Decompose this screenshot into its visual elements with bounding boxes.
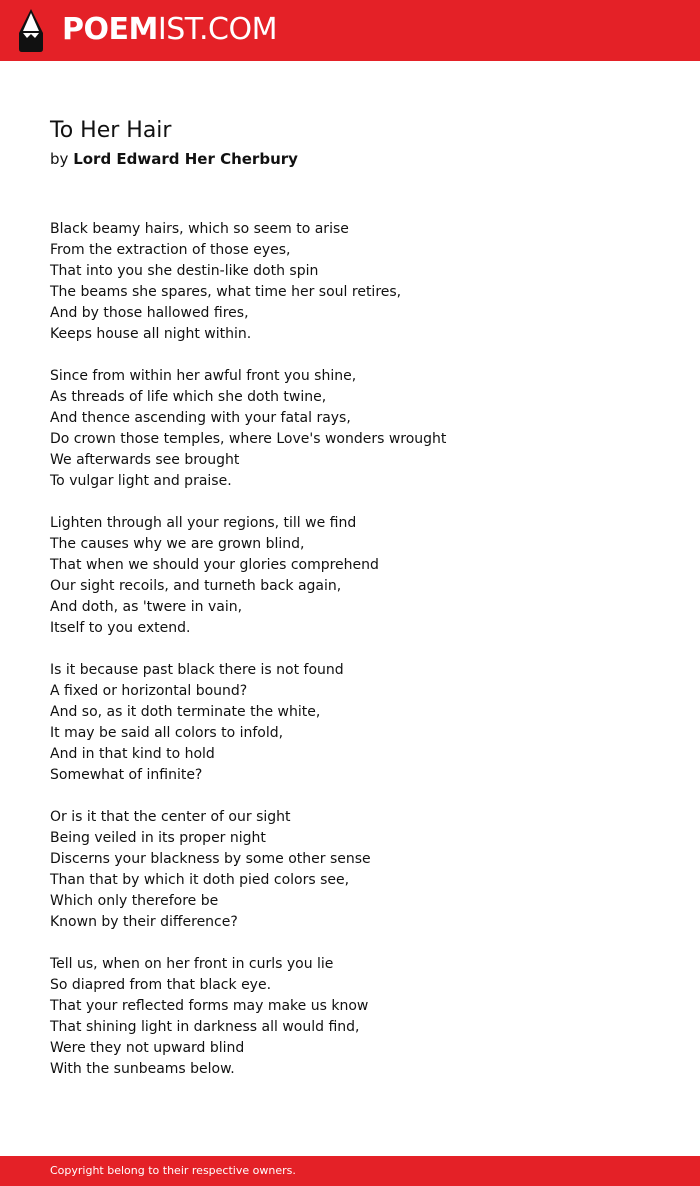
poem-stanza (50, 513, 670, 639)
brand-light: IST.COM (157, 12, 277, 47)
poem-line: That when we should your glories comprehend (50, 557, 379, 573)
poem-stanza (50, 807, 670, 933)
poem-line: Being veiled in its proper night (50, 830, 266, 846)
poem-line: That shining light in darkness all would find, (50, 1019, 360, 1035)
poem-line: And by those hallowed fires, (50, 305, 249, 321)
poem-line: The beams she spares, what time her soul retires, (50, 284, 402, 300)
poem-line: Were they not upward blind (50, 1040, 245, 1056)
poem-title: To Her Hair (50, 118, 172, 143)
poem-line: From the extraction of those eyes, (50, 242, 291, 258)
poem-body (50, 219, 670, 1101)
poem-line: And in that kind to hold (50, 746, 215, 762)
poem-line: We afterwards see brought (50, 452, 240, 468)
poem-line: That your reflected forms may make us know (50, 998, 369, 1014)
poem-line: Lighten through all your regions, till we find (50, 515, 357, 531)
poem-line: Our sight recoils, and turneth back again, (50, 578, 342, 594)
poem-line: Do crown those temples, where Love's wonders wrought (50, 431, 447, 447)
poem-line: To vulgar light and praise. (50, 473, 232, 489)
poem-line: That into you she destin-like doth spin (50, 263, 319, 279)
poem-line: Black beamy hairs, which so seem to arise (50, 221, 349, 237)
poem-stanza (50, 366, 670, 492)
poem-line: Tell us, when on her front in curls you lie (50, 956, 334, 972)
poem-line: The causes why we are grown blind, (50, 536, 305, 552)
poem-byline (50, 148, 298, 170)
site-footer (0, 1156, 700, 1186)
poem-line: Or is it that the center of our sight (50, 809, 291, 825)
poem-line: Itself to you extend. (50, 620, 191, 636)
by-label: by (50, 150, 69, 168)
poem-line: And so, as it doth terminate the white, (50, 704, 321, 720)
poem-stanza (50, 660, 670, 786)
poem-line: Since from within her awful front you shine, (50, 368, 357, 384)
poem-line: Is it because past black there is not found (50, 662, 344, 678)
poem-line: With the sunbeams below. (50, 1061, 235, 1077)
poem-line: Known by their difference? (50, 914, 238, 930)
poem-line: It may be said all colors to infold, (50, 725, 284, 741)
poem-line: Keeps house all night within. (50, 326, 252, 342)
poem-line: Somewhat of infinite? (50, 767, 203, 783)
pencil-tip-icon[interactable] (17, 9, 45, 52)
poem-line: So diapred from that black eye. (50, 977, 272, 993)
site-logo[interactable] (62, 12, 277, 48)
poem-line: And thence ascending with your fatal rays, (50, 410, 351, 426)
poem-line: Than that by which it doth pied colors see, (50, 872, 350, 888)
poem-line: And doth, as 'twere in vain, (50, 599, 243, 615)
poem-stanza (50, 954, 670, 1080)
poem-stanza (50, 219, 670, 345)
copyright-text: Copyright belong to their respective owners. (50, 1164, 296, 1177)
poem-line: Which only therefore be (50, 893, 219, 909)
poem-line: Discerns your blackness by some other sense (50, 851, 371, 867)
site-header (0, 0, 700, 61)
brand-bold: POEM (62, 12, 158, 47)
poem-author: Lord Edward Her Cherbury (73, 150, 298, 168)
poem-line: A fixed or horizontal bound? (50, 683, 248, 699)
poem-line: As threads of life which she doth twine, (50, 389, 327, 405)
